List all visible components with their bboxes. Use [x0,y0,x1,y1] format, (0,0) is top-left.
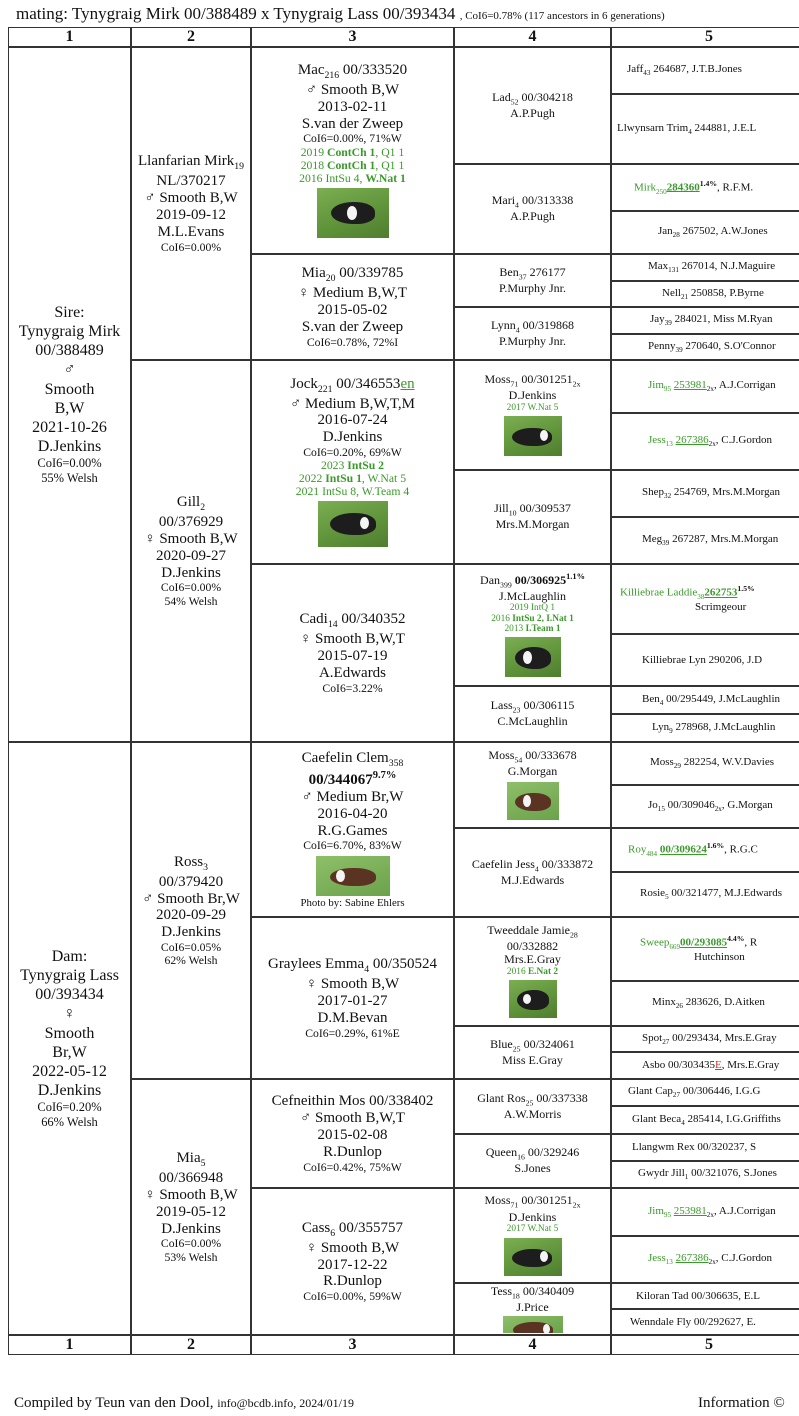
dam-coi: CoI6=0.20% [37,1100,102,1115]
dog-name: Mari$_4$ 00/313338 [491,193,574,210]
award-line: 2019 IntQ 1 [509,603,556,614]
dog-cell-mari[interactable] [454,164,611,254]
dog-coi: CoI6=0.00% [160,1237,222,1251]
award-line: 2016 IntSu 2, I.Nat 1 [491,613,574,624]
sire-reg: 00/388489 [35,342,104,360]
dog-name: Dan$_{399}$ $00/306925^{1.1\%}$ [480,571,585,589]
dog-sex: ♂ Medium B,W,T,M [289,395,415,412]
dog-sex: ♀ Smooth B,W [305,976,400,993]
column-header-3: 3 [251,27,454,47]
dog-breeder: Mrs.E.Gray [504,952,561,967]
column-footer-4: 4 [454,1335,611,1355]
dog-cell-mac[interactable] [251,47,454,254]
dog-cell-lass[interactable] [454,686,611,742]
award-line: 2021 IntSu 8, W.Team 4 [295,485,410,499]
dog-photo [507,782,559,820]
dog-cell-dan[interactable] [454,564,611,686]
dog-breeder: Mrs.M.Morgan [495,517,570,532]
dog-breeder: S.van der Zweep [301,115,404,132]
dog-cell-queen[interactable] [454,1134,611,1188]
dog-breeder: D.M.Bevan [317,1009,388,1026]
dog-cell-jill[interactable] [454,470,611,564]
dog-name: Mia$_5$ [176,1150,206,1170]
dog-cell-gen5[interactable]: Spot$_{27}$ 00/293434, Mrs.E.Gray [611,1026,799,1052]
dog-cell-gen5[interactable]: Killiebrae $Laddie_{38}262753^{1.5\%}$ Scrimgeour [611,564,799,634]
dog-coi: CoI6=0.78%, 72%I [306,335,399,349]
dog-coi: CoI6=0.00% [160,581,222,595]
dog-coi: CoI6=0.00%, 59%W [303,1290,402,1304]
dog-reg: 00/332882 [506,938,559,953]
award-line: 2013 I.Team 1 [504,624,561,634]
dog-cell-lynn[interactable] [454,307,611,360]
dog-breeder: C.McLaughlin [497,714,568,729]
dog-reg: NL/370217 [156,173,226,190]
dog-date: 2015-02-08 [317,1126,388,1143]
dog-breeder: R.Dunlop [323,1143,382,1160]
dog-cell-ross[interactable] [131,742,251,1079]
dog-breeder: J.McLaughlin [499,588,566,603]
dam-reg: 00/393434 [35,986,104,1004]
dog-reg: $00/344067^{9.7\%}$ [308,770,397,789]
dog-name: Lad$_{52}$ 00/304218 [492,89,573,107]
dog-cell-gen5[interactable]: Nell$_{21}$ 250858, P.Byrne [611,281,799,307]
dog-name: Gill$_2$ [176,494,206,514]
award-line: 2023 IntSu 2 [320,459,384,473]
photo-credit: Photo by: Sabine Ehlers [300,896,405,909]
dog-name: Mac$_{216}$ 00/333520 [297,62,408,82]
dog-coi: CoI6=0.00% [160,240,222,254]
dog-sex: ♂ Smooth B,W,T [300,1110,405,1127]
dog-name: Lynn$_4$ 00/319868 [491,317,574,335]
dog-name: Cass$_6$ 00/355757 [301,1219,404,1239]
dog-breeder: P.Murphy Jnr. [498,280,566,295]
dog-cell-gen5[interactable]: Glant Cap$_{27}$ 00/306446, I.G.G [611,1079,799,1106]
dog-breeder: M.L.Evans [157,223,225,240]
dog-cell-gen5[interactable]: $Jo_{15}$ $00/309046_{2x}$, G.Morgan [611,785,799,828]
dog-breeder: R.G.Games [317,822,388,839]
dog-cell-gen5[interactable]: Rosie$_5$ 00/321477, M.J.Edwards [611,872,799,917]
dog-welsh: 54% Welsh [164,594,218,608]
dog-cell-cefneithin-mos[interactable] [251,1079,454,1188]
dog-photo [505,637,561,677]
dog-date: 2020-09-29 [156,907,226,924]
award-line: 2017 W.Nat 5 [506,402,559,413]
dog-photo [316,856,390,896]
dog-name: Ben$_{37}$ 276177 [499,264,566,282]
dog-breeder: A.W.Morris [503,1106,562,1121]
dog-reg: 00/376929 [158,514,224,531]
dog-cell-gen5[interactable]: Jess$_{13}$ $267386_{2x}$, C.J.Gordon [611,413,799,470]
information-copyright: Information © [698,1395,785,1411]
dog-cell-gen5[interactable]: Jaff$_{43}$ 264687, J.T.B.Jones [611,47,799,94]
award-line: 2022 IntSu 1, W.Nat 5 [298,472,407,486]
column-header-2: 2 [131,27,251,47]
dog-cell-gen5[interactable]: Jay$_{39}$ 284021, Miss M.Ryan [611,307,799,334]
dog-cell-moss-3[interactable] [454,1188,611,1283]
dog-photo [503,1316,563,1333]
dam-coat: Smooth [44,1024,95,1042]
title-bar [0,0,799,27]
dog-cell-gen5[interactable]: Gwydr Jill$_1$ 00/321076, S.Jones [611,1161,799,1188]
sire-sex-icon: ♂ [63,361,76,379]
dog-cell-gen5[interactable]: Glant Beca$_4$ 285414, I.G.Griffiths [611,1106,799,1134]
dog-breeder: P.Murphy Jnr. [498,333,566,348]
dog-cell-gen5[interactable]: Kiloran Tad 00/306635, E.L [611,1283,799,1309]
dog-date: 2017-12-22 [317,1256,388,1273]
dog-name: Graylees Emma$_4$ 00/350524 [267,956,437,976]
dog-cell-gen5[interactable]: Killiebrae Lyn 290206, J.D [611,634,799,686]
dog-cell-gen5[interactable]: $Sweep_{669}00/293085^{4.4\%}$, R Hutchinson [611,917,799,981]
dog-cell-gen5[interactable]: $Mirk_{250}284360^{1.4\%}$, R.F.M. [611,164,799,211]
dog-cell-gill[interactable] [131,360,251,742]
dog-breeder: D.Jenkins [508,1209,557,1224]
dog-cell-gen5[interactable]: Roy$_{484}$ $00/309624^{1.6\%}$, R.G.C [611,828,799,872]
dog-date: 2020-09-27 [156,547,226,564]
dam-colour: Br,W [52,1043,87,1061]
dog-cell-moss-1[interactable] [454,360,611,470]
dog-name: Blue$_{25}$ 00/324061 [490,1036,575,1054]
column-footer-3: 3 [251,1335,454,1355]
dog-date: 2016-04-20 [317,805,388,822]
award-line: 2019 ContCh 1, Q1 1 [300,145,405,159]
dog-cell-gen5[interactable]: Asbo 00/303435E, Mrs.E.Gray [611,1052,799,1079]
award-line: 2016 E.Nat 2 [506,966,559,977]
dog-cell-graylees-emma[interactable] [251,917,454,1079]
dog-photo [504,1238,562,1276]
dog-breeder: A.Edwards [318,664,387,681]
dog-cell-cadi[interactable] [251,564,454,742]
sire-welsh: 55% Welsh [41,471,98,486]
dog-cell-glant-ros[interactable] [454,1079,611,1134]
dog-photo [317,188,389,238]
dog-cell-blue[interactable] [454,1026,611,1079]
dam-breeder: D.Jenkins [37,1082,102,1100]
dog-coi: CoI6=0.29%, 61%E [305,1026,400,1040]
dam-cell[interactable] [8,742,131,1335]
dam-welsh: 66% Welsh [41,1115,98,1130]
dog-cell-gen5[interactable]: Llangwm Rex 00/320237, S [611,1134,799,1161]
dog-date: 2017-01-27 [317,993,388,1009]
dog-coi: CoI6=3.22% [322,681,383,695]
dog-cell-ben[interactable] [454,254,611,307]
dog-welsh: 62% Welsh [164,954,218,968]
dam-name: Tynygraig Lass [20,966,119,984]
dog-name: Lass$_{23}$ 00/306115 [490,698,575,715]
dog-cell-gen5[interactable]: Shep$_{32}$ 254769, Mrs.M.Morgan [611,470,799,517]
dog-cell-gen5[interactable]: Max$_{131}$ 267014, N.J.Maguire [611,254,799,281]
column-footer-2: 2 [131,1335,251,1355]
dog-sex: ♀ Medium B,W,T [297,285,408,302]
dog-cell-moss-2[interactable] [454,742,611,828]
dog-name: Queen$_{16}$ 00/329246 [485,1145,580,1162]
dog-cell-gen5[interactable]: Penny$_{39}$ 270640, S.O'Connor [611,334,799,360]
dog-photo [318,501,388,547]
dog-coi: CoI6=0.42%, 75%W [303,1160,402,1174]
compiled-by: Compiled by Teun van den Dool, [14,1395,214,1411]
dog-breeder: D.Jenkins [508,388,557,403]
dog-date: 2019-05-12 [156,1203,226,1220]
dam-label: Dam: [51,947,88,965]
dog-date: 2016-07-24 [317,412,388,429]
dog-breeder: D.Jenkins [161,1220,221,1237]
dog-photo [509,980,557,1018]
dog-cell-caefelin-jess[interactable] [454,828,611,917]
award-line: 2018 ContCh 1, Q1 1 [300,158,405,172]
column-header-4: 4 [454,27,611,47]
dog-cell-gen5[interactable]: Ben$_4$ 00/295449, J.McLaughlin [611,686,799,714]
dog-sex: ♂ Smooth Br,W [142,890,240,907]
dog-coi: CoI6=0.00%, 71%W [303,132,402,146]
sire-colour: B,W [54,399,85,417]
dog-name: Caefelin Clem$_{358}$ [301,750,404,770]
dog-name: Mia$_{20}$ 00/339785 [301,265,404,285]
dog-coi: CoI6=0.05% [160,940,222,954]
award-line: 2016 IntSu 4, W.Nat 1 [299,171,406,185]
dog-breeder: A.P.Pugh [510,209,555,224]
dog-breeder: J.Price [516,1300,549,1315]
dog-coi: CoI6=6.70%, 83%W [303,839,402,853]
dog-breeder: R.Dunlop [323,1273,382,1290]
dog-breeder: S.van der Zweep [301,318,404,335]
dog-cell-mia[interactable] [131,1079,251,1335]
dog-breeder: D.Jenkins [322,429,383,446]
dog-cell-gen5[interactable]: Jan$_{28}$ 267502, A.W.Jones [611,211,799,254]
dog-sex: ♀ Smooth B,W,T [300,631,405,648]
dog-date: 2019-09-12 [156,206,226,223]
dog-coi: CoI6=0.20%, 69%W [303,445,402,459]
dog-breeder: D.Jenkins [161,564,221,581]
sire-breeder: D.Jenkins [37,438,102,456]
dog-reg: 00/379420 [158,873,224,890]
dog-name: Glant Ros$_{25}$ 00/337338 [477,1090,588,1108]
dog-cell-gen5[interactable]: Minx$_{26}$ 283626, D.Aitken [611,981,799,1026]
dam-date: 2022-05-12 [32,1062,107,1080]
dog-photo [504,416,562,456]
dog-sex: ♂ Smooth B,W [144,190,238,207]
dog-sex: ♀ Smooth B,W [144,1187,238,1204]
dog-name: Moss$_{71}$ $00/301251_{2x}$ [484,1193,581,1210]
dog-breeder: S.Jones [514,1161,551,1176]
dog-cell-tweeddale-jamie[interactable] [454,917,611,1026]
dog-breeder: M.J.Edwards [500,872,565,887]
sire-coat: Smooth [44,380,95,398]
dog-name: Tweeddale Jamie$_{28}$ [487,922,578,940]
dog-cell-gen5[interactable]: Jim$_{95}$ $253981_{2x}$, A.J.Corrigan [611,360,799,413]
dam-sex-icon: ♀ [63,1005,76,1023]
dog-sex: ♂ Smooth B,W [305,82,400,99]
dog-name: Jill$_{10}$ 00/309537 [494,501,571,518]
dog-name: Jock$_{221}$ 00/346553en [290,375,415,395]
dog-sex: ♀ Smooth B,W [144,531,238,548]
dog-name: Moss$_{71}$ $00/301251_{2x}$ [484,371,581,389]
dog-sex: ♀ Smooth B,W [305,1239,400,1256]
dog-name: Moss$_{54}$ 00/333678 [488,748,577,765]
dog-name: Ross$_3$ [173,853,209,873]
dog-cell-gen5[interactable]: Moss$_{29}$ 282254, W.V.Davies [611,742,799,785]
column-header-5: 5 [611,27,799,47]
award-line: 2017 W.Nat 5 [506,1224,559,1235]
dog-date: 2015-05-02 [317,302,388,318]
dog-date: 2015-07-19 [317,648,388,664]
dog-welsh: 53% Welsh [164,1250,218,1264]
column-header-1: 1 [8,27,131,47]
dog-breeder: A.P.Pugh [510,105,555,120]
dog-cell-tess[interactable] [454,1283,611,1335]
column-footer-1: 1 [8,1335,131,1355]
dog-breeder: Miss E.Gray [502,1052,563,1067]
footer [0,1390,799,1416]
dog-cell-gen5[interactable]: Llwynsarn Trim$_4$ 244881, J.E.L [611,94,799,164]
dog-name: Llanfarian Mirk$_{19}$ [138,153,244,173]
dog-cell-cass[interactable] [251,1188,454,1335]
mating-coi: , CoI6=0.78% (117 ancestors in 6 generations) [459,10,665,22]
dog-name: Tess$_{18}$ 00/340409 [490,1284,575,1301]
mating-title: mating: Tynygraig Mirk 00/388489 x Tynygraig Lass 00/393434 [16,4,456,23]
dog-sex: ♂ Medium Br,W [301,789,404,806]
dog-name: Cadi$_{14}$ 00/340352 [299,611,406,631]
dog-cell-jock[interactable] [251,360,454,564]
dog-cell-gen5[interactable]: Jess$_{13}$ $267386_{2x}$, C.J.Gordon [611,1236,799,1283]
dog-cell-gen5[interactable]: Lyn$_9$ 278968, J.McLaughlin [611,714,799,742]
dog-breeder: D.Jenkins [161,924,221,941]
sire-coi: CoI6=0.00% [37,456,102,471]
dog-cell-llanfarian-mirk[interactable] [131,47,251,360]
dog-breeder: G.Morgan [507,764,558,779]
dog-cell-gen5[interactable]: Meg$_{39}$ 267287, Mrs.M.Morgan [611,517,799,564]
dog-cell-lad[interactable] [454,47,611,164]
sire-label: Sire: [54,303,85,321]
dog-cell-caefelin-clem[interactable] [251,742,454,917]
sire-date: 2021-10-26 [32,418,107,436]
dog-reg: 00/366948 [158,1170,224,1187]
sire-cell[interactable] [8,47,131,742]
sire-name: Tynygraig Mirk [18,322,121,340]
dog-date: 2013-02-11 [317,98,388,115]
dog-name: Caefelin Jess$_4$ 00/333872 [471,856,594,874]
dog-name: Cefneithin Mos 00/338402 [271,1093,434,1110]
dog-cell-gen5[interactable]: Jim$_{95}$ $253981_{2x}$, A.J.Corrigan [611,1188,799,1236]
dog-cell-gen5[interactable]: Wenndale Fly 00/292627, E. [611,1309,799,1335]
column-footer-5: 5 [611,1335,799,1355]
dog-cell-mia-3[interactable] [251,254,454,360]
contact-link[interactable]: info@bcdb.info, 2024/01/19 [217,1396,354,1410]
